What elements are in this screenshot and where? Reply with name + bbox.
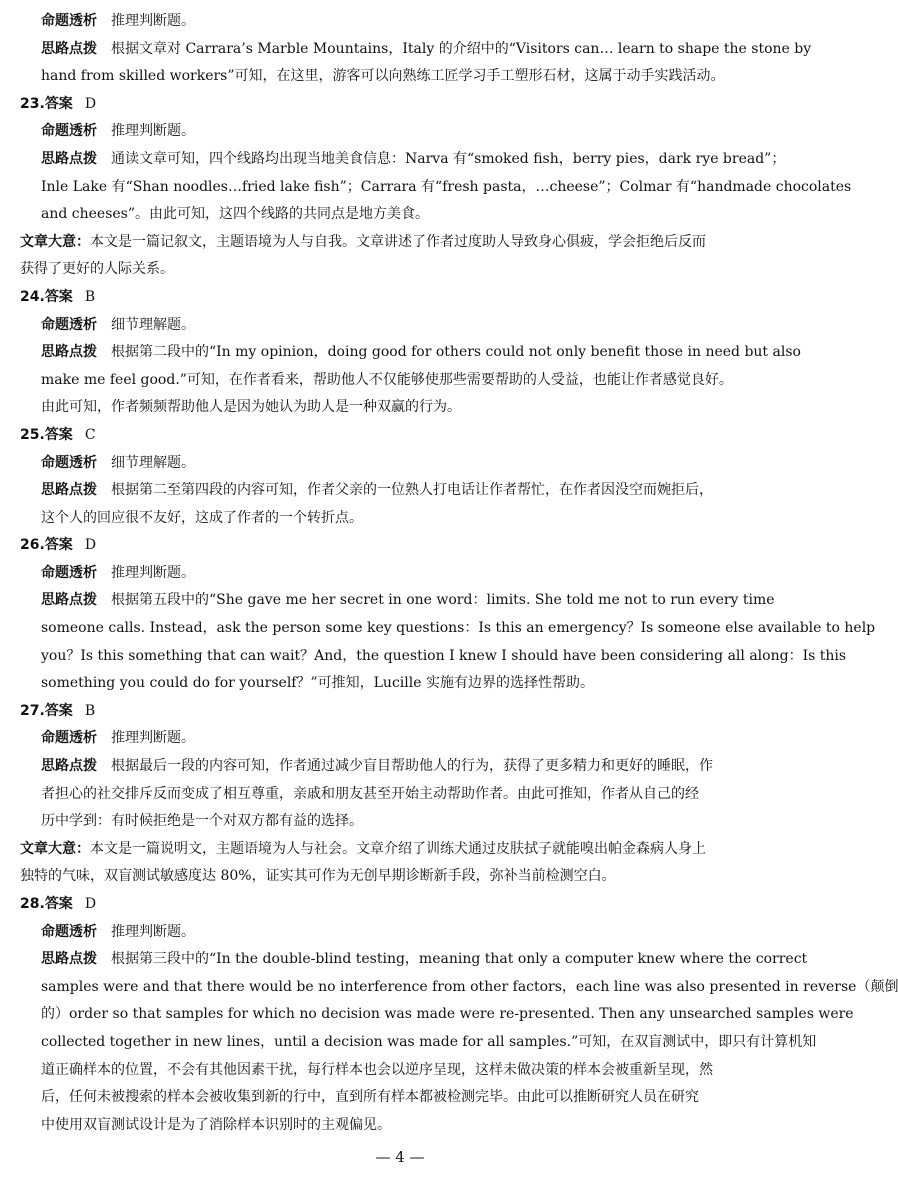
- q27-number: 27.: [20, 702, 45, 719]
- q28-hint-line: 道正确样本的位置，不会有其他因素干扰，每行样本也会以逆序呈现，这样未做决策的样本会被重新呈现，然: [41, 1061, 713, 1078]
- answer-label: 答案: [44, 896, 73, 912]
- q22-analysis: [20, 8, 780, 36]
- q28-hint-cont: [20, 1029, 817, 1057]
- q22-hint-line: 根据文章对 Carrara’s Marble Mountains，Italy 的介绍中的“Visitors can… learn to shape the stone by: [111, 40, 812, 57]
- q26-analysis: [20, 560, 780, 588]
- analysis-label: 命题透析: [41, 730, 97, 747]
- q24-hint: [20, 339, 801, 367]
- summary-2: [20, 836, 780, 864]
- q28-hint-line: 根据第三段中的“In the double-blind testing，meaning that only a computer knew where the correct: [111, 951, 808, 968]
- q26-hint-cont: [20, 643, 847, 671]
- analysis-label: 命题透析: [41, 316, 97, 333]
- q22-analysis-text: 推理判断题。: [111, 13, 195, 29]
- q25-answer-letter: C: [84, 426, 96, 443]
- q24-number: 24.: [20, 288, 45, 305]
- q26-hint-cont: [20, 670, 780, 698]
- q27-hint-cont: [20, 808, 780, 836]
- q24-analysis-text: 细节理解题。: [111, 316, 195, 333]
- q25-hint-line: 根据第二至第四段的内容可知，作者父亲的一位熟人打电话让作者帮忙，在作者因没空而婉拒后，: [111, 482, 713, 499]
- q25-answer: [20, 422, 780, 450]
- q24-hint-line: 由此可知，作者频频帮助他人是因为她认为助人是一种双赢的行为。: [41, 399, 461, 416]
- q23-hint-cont: [20, 201, 780, 229]
- q25-hint-cont: [20, 505, 780, 533]
- summary-1-line: 获得了更好的人际关系。: [20, 261, 174, 278]
- summary-2-line: 独特的气味，双盲测试敏感度达 80%，证实其可作为无创早期诊断新手段，弥补当前检测空白。: [20, 868, 616, 885]
- q25-number: 25.: [20, 426, 45, 443]
- q25-hint: [20, 477, 780, 505]
- q23-answer: [20, 91, 780, 119]
- q25-hint-line: 这个人的回应很不友好，这成了作者的一个转折点。: [41, 509, 363, 526]
- q27-hint-line: 根据最后一段的内容可知，作者通过减少盲目帮助他人的行为，获得了更多精力和更好的睡眠，作: [111, 758, 713, 775]
- q28-hint-line: 后，任何未被搜索的样本会被收集到新的行中，直到所有样本都被检测完毕。由此可以推断研究人员在研究: [41, 1089, 699, 1106]
- answer-label: 答案: [44, 537, 73, 554]
- q28-answer: [20, 891, 780, 919]
- q24-answer: [20, 284, 780, 312]
- q26-hint-line: 根据第五段中的“She gave me her secret in one word：limits. She told me not to run every time: [111, 592, 775, 609]
- q28-number: 28.: [20, 896, 45, 912]
- page-number: — 4 —: [375, 1148, 425, 1166]
- hint-label: 思路点拨: [41, 40, 97, 57]
- q27-hint-cont: [20, 781, 780, 809]
- analysis-label: 命题透析: [41, 123, 97, 140]
- q28-hint-cont: [20, 1057, 780, 1085]
- q23-analysis: [20, 118, 780, 146]
- q26-answer: [20, 532, 780, 560]
- q27-answer: [20, 698, 780, 726]
- q28-hint: [20, 946, 808, 974]
- analysis-label: 命题透析: [41, 564, 97, 581]
- q28-hint-line: collected together in new lines，until a decision was made for all samples.”可知，在双盲测试中，即只有计算机知: [41, 1033, 817, 1050]
- q27-answer-letter: B: [84, 702, 96, 719]
- q27-hint: [20, 753, 780, 781]
- q22-hint-cont: [20, 63, 780, 91]
- q23-answer-letter: D: [84, 95, 97, 112]
- analysis-label: 命题透析: [41, 454, 97, 471]
- q22-hint: [20, 36, 812, 64]
- q23-hint-cont: [20, 174, 852, 202]
- q22-hint-line: hand from skilled workers”可知，在这里，游客可以向熟练工匠学习手工塑形石材，这属于动手实践活动。: [41, 68, 725, 85]
- q26-hint-line: someone calls. Instead，ask the person some key questions：Is this an emergency？Is someone else available to help: [41, 620, 876, 637]
- q26-analysis-text: 推理判断题。: [111, 564, 195, 581]
- answer-label: 答案: [44, 95, 73, 112]
- q25-analysis-text: 细节理解题。: [111, 454, 195, 471]
- q28-hint-line: samples were and that there would be no interference from other factors，each line was also presented in reverse（颠倒: [41, 978, 898, 995]
- hint-label: 思路点拨: [41, 951, 97, 968]
- q28-answer-letter: D: [84, 896, 97, 912]
- summary-2-cont: [20, 863, 780, 891]
- summary-1-cont: [20, 256, 780, 284]
- q27-hint-line: 历中学到：有时候拒绝是一个对双方都有益的选择。: [41, 813, 363, 830]
- q28-hint-cont: [20, 1001, 854, 1029]
- summary-label: 文章大意：: [20, 840, 90, 857]
- summary-1: [20, 229, 780, 257]
- q24-hint-line: 根据第二段中的“In my opinion，doing good for others could not only benefit those in need but also: [111, 344, 801, 361]
- q24-answer-letter: B: [84, 288, 96, 305]
- q26-hint-cont: [20, 615, 876, 643]
- q25-analysis: [20, 450, 780, 478]
- hint-label: 思路点拨: [41, 482, 97, 499]
- hint-label: 思路点拨: [41, 758, 97, 775]
- answer-label: 答案: [44, 702, 73, 719]
- q28-hint-cont: [20, 974, 898, 1002]
- q24-analysis: [20, 312, 780, 340]
- hint-label: 思路点拨: [41, 344, 97, 361]
- q27-hint-line: 者担心的社交排斥反而变成了相互尊重，亲戚和朋友甚至开始主动帮助作者。由此可推知，作者从自己的经: [41, 785, 699, 802]
- analysis-label: 命题透析: [41, 923, 97, 940]
- answer-label: 答案: [44, 426, 73, 443]
- q24-hint-cont: [20, 394, 780, 422]
- q23-analysis-text: 推理判断题。: [111, 123, 195, 140]
- q24-hint-cont: [20, 367, 780, 395]
- q28-hint-line: 的）order so that samples for which no decision was made were re-presented. Then any unsearched samples were: [41, 1006, 854, 1023]
- q26-number: 26.: [20, 537, 45, 554]
- answer-label: 答案: [44, 288, 73, 305]
- q28-analysis-text: 推理判断题。: [111, 923, 195, 940]
- q23-number: 23.: [20, 95, 45, 112]
- q27-analysis-text: 推理判断题。: [111, 730, 195, 747]
- q24-hint-line: make me feel good.”可知，在作者看来，帮助他人不仅能够使那些需要帮助的人受益，也能让作者感觉良好。: [41, 371, 733, 388]
- q27-analysis: [20, 725, 780, 753]
- q26-hint-line: something you could do for yourself？”可推知，Lucille 实施有边界的选择性帮助。: [41, 675, 594, 692]
- q26-hint-line: you？Is this something that can wait？And，the question I knew I should have been considering all along：Is this: [41, 647, 847, 664]
- summary-label: 文章大意：: [20, 233, 90, 250]
- q23-hint-line: and cheeses”。由此可知，这四个线路的共同点是地方美食。: [41, 206, 430, 223]
- q26-answer-letter: D: [84, 537, 97, 554]
- q23-hint: [20, 146, 786, 174]
- summary-1-line: 本文是一篇记叙文，主题语境为人与自我。文章讲述了作者过度助人导致身心俱疲，学会拒绝后反而: [90, 233, 706, 250]
- q28-analysis: [20, 919, 780, 947]
- q23-hint-line: Inle Lake 有“Shan noodles…fried lake fish”；Carrara 有“fresh pasta，…cheese”；Colmar 有“handmade chocolates: [41, 178, 852, 195]
- analysis-label: 命题透析: [41, 13, 97, 29]
- q23-hint-line: 通读文章可知，四个线路均出现当地美食信息：Narva 有“smoked fish，berry pies，dark rye bread”；: [111, 150, 786, 167]
- q28-hint-cont: [20, 1084, 780, 1112]
- q26-hint: [20, 587, 780, 615]
- q28-hint-cont: [20, 1112, 780, 1140]
- q28-hint-line: 中使用双盲测试设计是为了消除样本识别时的主观偏见。: [41, 1116, 391, 1133]
- hint-label: 思路点拨: [41, 150, 97, 167]
- summary-2-line: 本文是一篇说明文，主题语境为人与社会。文章介绍了训练犬通过皮肤拭子就能嗅出帕金森病人身上: [90, 840, 706, 857]
- hint-label: 思路点拨: [41, 592, 97, 609]
